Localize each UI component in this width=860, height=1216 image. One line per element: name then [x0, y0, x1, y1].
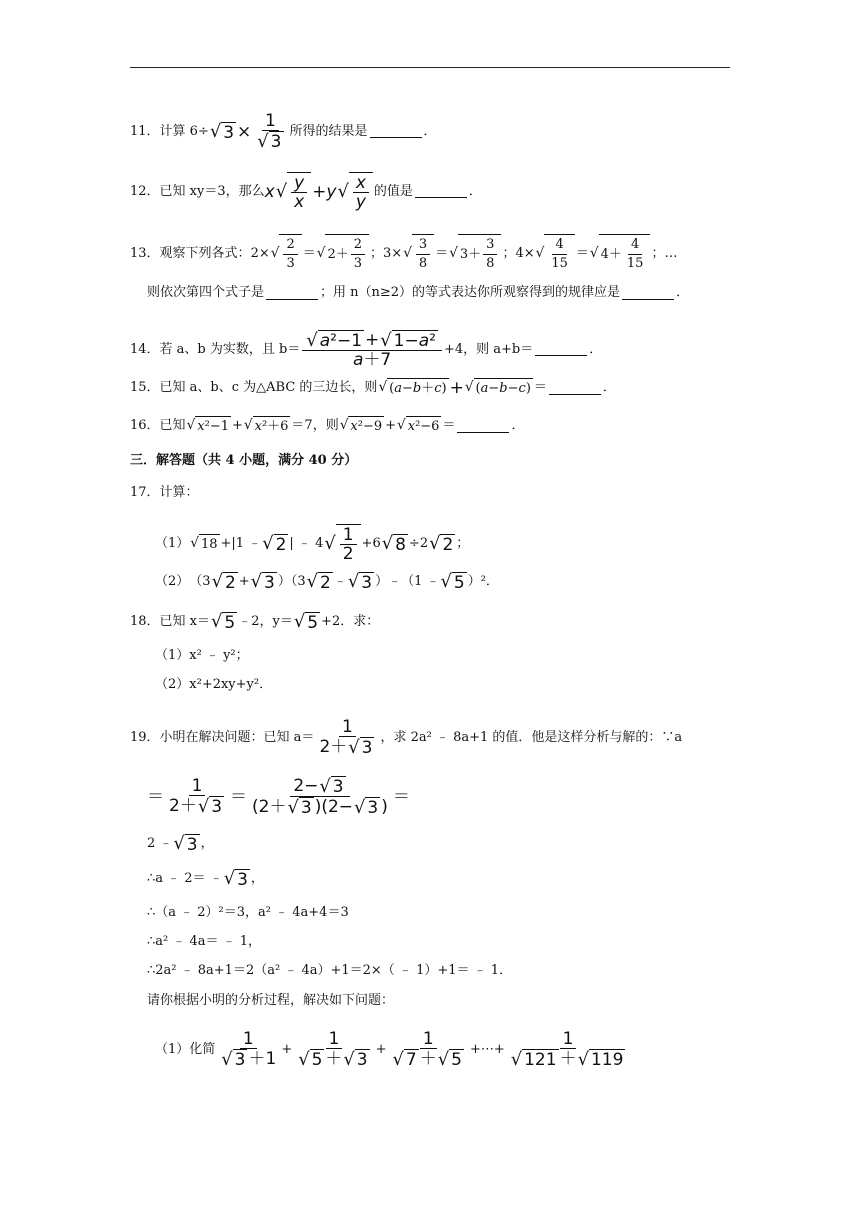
question-18-part1: （1）x² ﹣ y²； [155, 648, 249, 663]
question-11: 11． 计算 6÷ √ 3 × 1 √ 3 所得的结果是 ． [130, 111, 437, 153]
answer-blank[interactable] [415, 185, 467, 198]
question-17-part1: （1） √ 18 +|1 ﹣ √ 2 | ﹣ 4 √ $\frac{1}{2}$ +6 √ 8 ÷2 √ 2 ； [155, 525, 470, 564]
question-19-line4: ∴a ﹣ 2＝ ﹣ √ 3 ， [147, 868, 264, 890]
question-16: 16． 已知 √ x ²−1 + √ x ²＋6 ＝7，则 √ x ²−9 + √ x ²−6 ＝ ． [130, 417, 525, 434]
question-17: 17． 计算： [130, 485, 199, 500]
question-19-line3: 2 ﹣ √ 3 ， [147, 833, 214, 855]
question-14: 14． 若 a、b 为实数，且 b＝ √ a ²−1 + √ 1− a ² a ＋7 +4，则 a+b＝ ． [130, 330, 603, 370]
question-19-line2: ＝ 1 2＋ √ 3 ＝ 2− √ 3 (2＋ √ 3 )(2− √ 3 ) ＝ [147, 776, 410, 819]
question-13-line2: 则依次第四个式子是 ；用 n（n≥2）的等式表达你所观察得到的规律应是 ． [147, 285, 690, 300]
question-17-part2: （2） （3 √ 2 + √ 3 ）（3 √ 2 ﹣ √ 3 ）﹣（1 ﹣ √ 5 ）²． [155, 571, 499, 593]
answer-blank[interactable] [370, 125, 422, 138]
answer-blank[interactable] [266, 287, 318, 300]
answer-blank[interactable] [457, 420, 509, 433]
question-13: 13． 观察下列各式： 2× √ $\frac{2}{3}$ ＝ √ 2＋ $\frac{2}{3}$ ； 3× √ $\frac{3}{8}$ ＝ √ 3＋ $\frac{3}{8}$ ； 4× √ $\frac{4}{15}$ ＝ √ 4＋ $\frac{4}{15}$ ； … [130, 234, 677, 273]
question-18-part2: （2）x²+2xy+y²． [155, 677, 273, 692]
question-12: 12． 已知 xy＝3，那么 x √ $\frac{y}{x}$ + y √ $\frac{x}{y}$ 的值是 ． [130, 173, 482, 212]
answer-blank[interactable] [622, 287, 674, 300]
question-19-part1: （1）化简 1 √ 3 ＋1 + 1 √ 5 ＋ √ 3 + 1 √ 7 ＋ √ 5 +⋯+ 1 √ 121 ＋ √ 119 [155, 1029, 624, 1071]
question-19-line7: ∴2a² ﹣ 8a+1＝2（a² ﹣ 4a）+1＝2×（ ﹣ 1）+1＝ ﹣ 1． [147, 963, 513, 978]
question-15: 15． 已知 a、b、c 为△ABC 的三边长，则 √ ( a − b ＋ c ) + √ ( a − b − c ) ＝ ． [130, 378, 616, 398]
question-19: 19． 小明在解决问题：已知 a＝ 1 2＋ √ 3 ，求 2a² ﹣ 8a+1 的值．他是这样分析与解的：∵a [130, 717, 683, 759]
question-19-line5: ∴（a ﹣ 2）²＝3，a² ﹣ 4a+4＝3 [147, 905, 349, 920]
section-title: 三．解答题（共 4 小题，满分 40 分） [130, 453, 358, 468]
question-19-line6: ∴a² ﹣ 4a＝ ﹣ 1， [147, 934, 262, 949]
header-rule [130, 67, 730, 68]
question-18: 18． 已知 x＝ √ 5 ﹣2，y＝ √ 5 +2．求： [130, 611, 380, 633]
answer-blank[interactable] [535, 343, 587, 356]
question-19-line8: 请你根据小明的分析过程，解决如下问题： [147, 993, 395, 1008]
answer-blank[interactable] [549, 382, 601, 395]
